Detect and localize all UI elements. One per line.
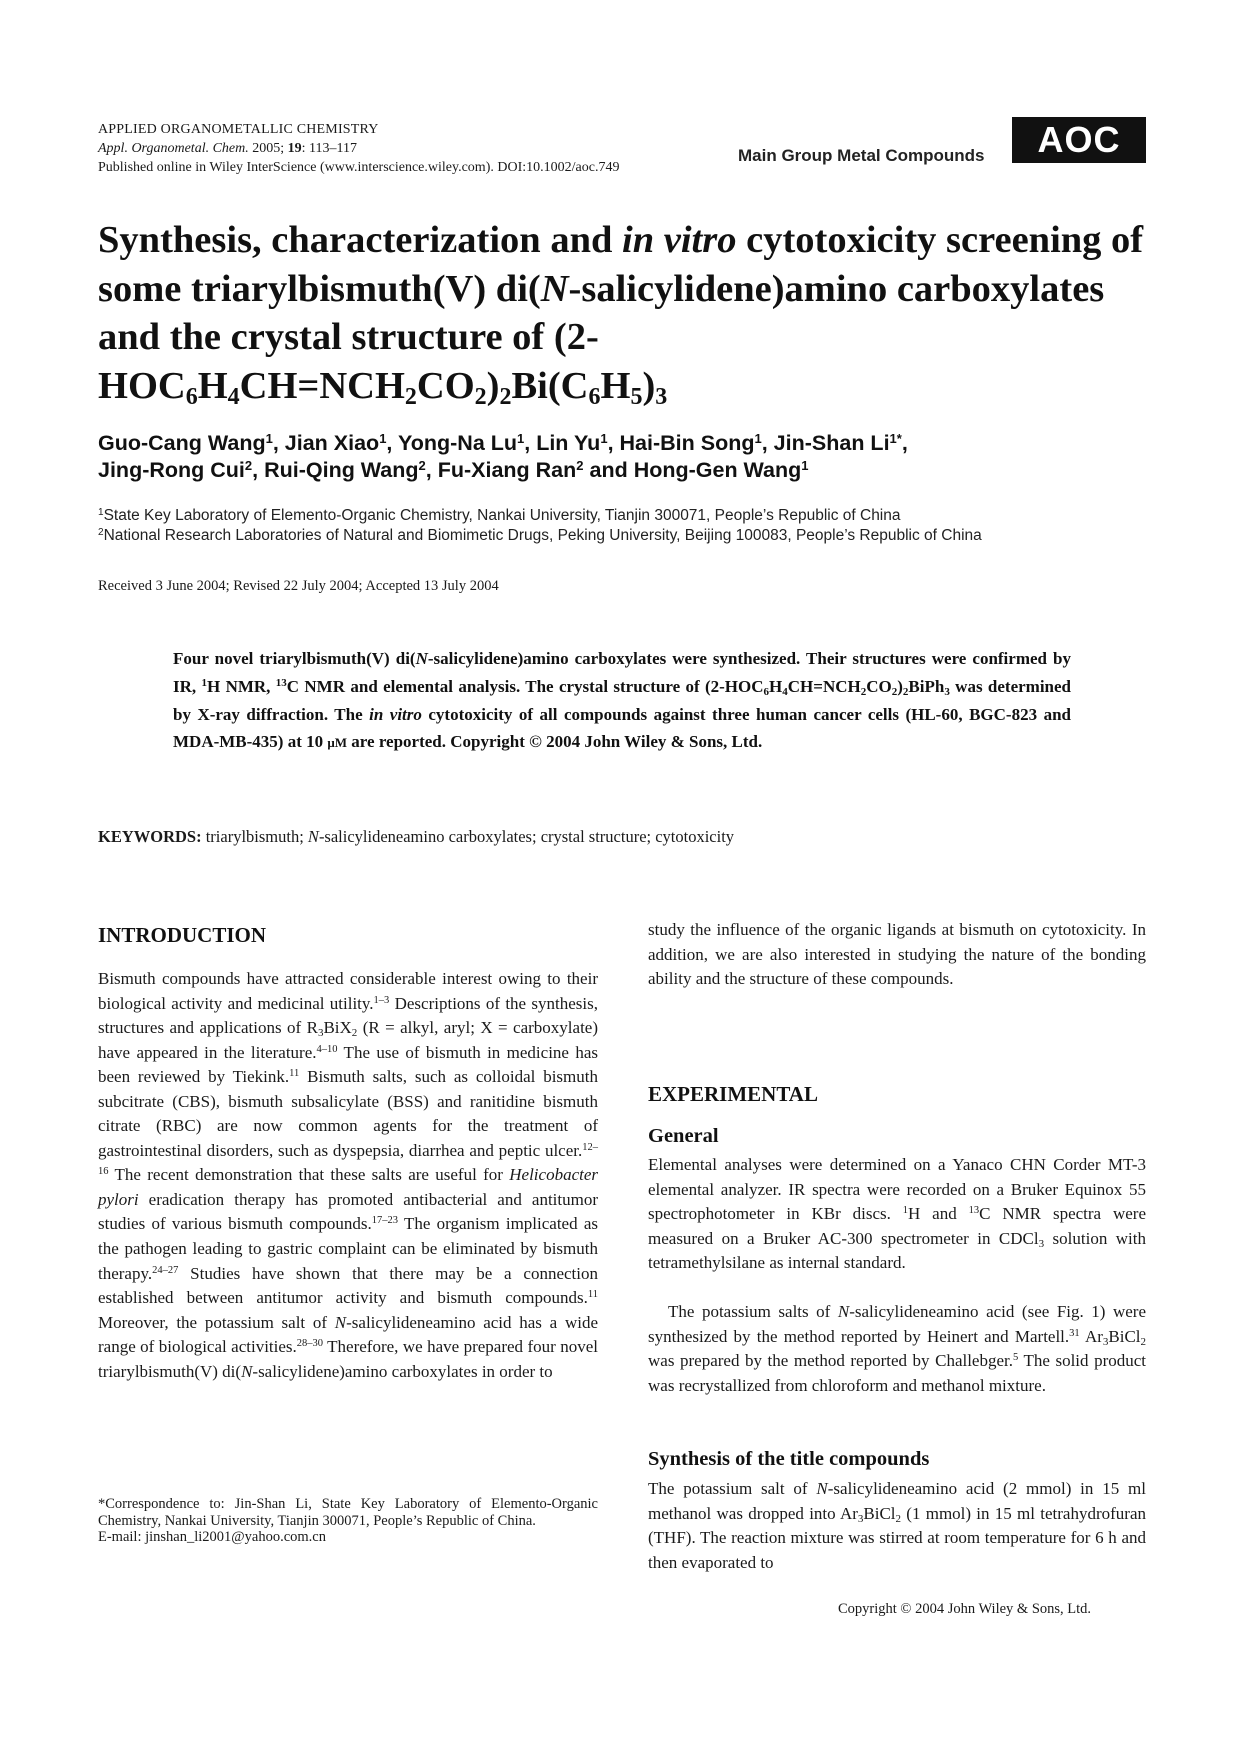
keywords-label: KEYWORDS: xyxy=(98,827,202,846)
published-online: Published online in Wiley InterScience (www.interscience.wiley.com). DOI:10.1002/aoc.749 xyxy=(98,160,620,175)
author: Yong-Na Lu$^1$, xyxy=(397,431,537,455)
citation-journal: Appl. Organometal. Chem. xyxy=(98,141,249,156)
general-body: Elemental analyses were determined on a Yanaco CHN Corder MT-3 elemental analyzer. IR spectra were recorded on a Bruker Equinox 55 spectrophotometer in KBr discs. $^1$H and $^{13}$C NMR spectra were measured on a Bruker AC-300 spectrometer in CDCl$_3$ solution with tetramethylsilane as internal standard. xyxy=(648,1155,1146,1273)
affiliation-1: $^1$State Key Laboratory of Elemento-Organic Chemistry, Nankai University, Tianjin 300071, People’s Republic of China xyxy=(98,507,901,524)
citation-pages: : 113–117 xyxy=(301,141,357,156)
copyright-footer: Copyright © 2004 John Wiley & Sons, Ltd. xyxy=(838,1601,1092,1617)
correspondence-note: *Correspondence to: Jin-Shan Li, State Key Laboratory of Elemento-Organic Chemistry, Nankai University, Tianjin 300071, People’s Republic of China. E-mail: jinshan_li2001@yahoo.com.cn xyxy=(98,1496,598,1545)
author: Fu-Xiang Ran$^2$ and xyxy=(437,458,634,482)
author-list xyxy=(98,430,1158,484)
correspondence-email: E-mail: jinshan_li2001@yahoo.com.cn xyxy=(98,1529,326,1545)
author: Lin Yu$^1$, xyxy=(536,431,620,455)
journal-name: APPLIED ORGANOMETALLIC CHEMISTRY xyxy=(98,122,379,137)
author: Hong-Gen Wang$^1$ xyxy=(633,458,809,482)
author: Hai-Bin Song$^1$, xyxy=(619,431,774,455)
affiliation-2: $^2$National Research Laboratories of Natural and Biomimetic Drugs, Peking University, Beijing 100083, People’s Republic of China xyxy=(98,527,982,544)
synthesis-heading: Synthesis of the title compounds xyxy=(648,1448,930,1470)
experimental-heading: EXPERIMENTAL xyxy=(648,1082,818,1106)
citation-volume: 19 xyxy=(287,141,302,156)
author: Rui-Qing Wang$^2$, xyxy=(264,458,438,482)
journal-logo xyxy=(1012,117,1146,163)
general-heading: General xyxy=(648,1125,719,1147)
author: Guo-Cang Wang$^1$, xyxy=(98,431,285,455)
introduction-continued: study the influence of the organic ligands at bismuth on cytotoxicity. In addition, we are also interested in studying the nature of the bonding ability and the structure of these compounds. xyxy=(648,920,1146,989)
received-dates: Received 3 June 2004; Revised 22 July 2004; Accepted 13 July 2004 xyxy=(98,578,499,594)
introduction-heading: INTRODUCTION xyxy=(98,923,267,947)
keywords: KEYWORDS: triarylbismuth; N-salicylideneamino carboxylates; crystal structure; cytotoxicity xyxy=(98,827,735,846)
general-body-2: The potassium salts of N-salicylideneamino acid (see Fig. 1) were synthesized by the method reported by Heinert and Martell.$^{31}$ $Ar_3BiCl_2$ was prepared by the method reported by Challebger.$^5$ The solid product was recrystallized from chloroform and methanol mixture. xyxy=(648,1302,1147,1395)
author: Jin-Shan $Li^{1*}$, xyxy=(773,431,908,455)
introduction-body: Bismuth compounds have attracted considerable interest owing to their biological activity and medicinal utility.$^{1-3}$ Descriptions of the synthesis, structures and applications of $R_3BiX_2$ (R = alkyl, aryl; X = carboxylate) have appeared in the literature.$^{4-10}$ The use of bismuth in medicine has been reviewed by Tiekink.$^{11}$ Bismuth salts, such as colloidal bismuth subcitrate (CBS), bismuth subsalicylate (BSS) and ranitidine bismuth citrate (RBC) are now common agents for the treatment of gastrointestinal disorders, such as dyspepsia, diarrhea and peptic ulcer.$^{12-16}$ The recent demonstration that these salts are useful for Helicobacter pylori eradication therapy has promoted antibacterial and antitumor studies of various bismuth compounds.$^{17-23}$ The organism implicated as the pathogen leading to gastric complaint can be eliminated by bismuth therapy.$^{24-27}$ Studies have shown that there may be a connection established between antitumor activity and bismuth compounds.$^{11}$ Moreover, the potassium salt of N-salicylideneamino acid has a wide range of biological activities.$^{28-30}$ Therefore, we have prepared four novel triarylbismuth(V) di(N-salicylidene)amino carboxylates in order to xyxy=(98,969,599,1381)
paper-title: Synthesis, characterization and in vitro cytotoxicity screening of some triarylbismuth(V) di(N-salicylidene)amino carboxylates and the crystal structure of $(2-HOC_6H_4CH=NCH_2CO_2)_2Bi(C_6H_5)_3$ xyxy=(98,219,1144,410)
section-tag: Main Group Metal Compounds xyxy=(738,146,985,165)
citation-year: 2005; xyxy=(248,141,288,156)
synthesis-body: The potassium salt of N-salicylideneamino acid (2 mmol) in 15 ml methanol was dropped into $Ar_3BiCl_2$ (1 mmol) in 15 ml tetrahydrofuran (THF). The reaction mixture was stirred at room temperature for 6 h and then evaporated to xyxy=(648,1479,1146,1572)
author: Jian Xiao$^1$, xyxy=(284,431,398,455)
citation xyxy=(98,141,357,157)
logo-text: AOC xyxy=(1037,119,1121,160)
abstract: Four novel triarylbismuth(V) di(N-salicylidene)amino carboxylates were synthesized. Their structures were confirmed by IR, $^1$H NMR, $^{13}$C NMR and elemental analysis. The crystal structure of $(2-HOC_6H_4CH=NCH_2CO_2)_2BiPh_3$ was determined by X-ray diffraction. The in vitro cytotoxicity of all compounds against three human cancer cells (HL-60, BGC-823 and MDA-MB-435) at 10 μM are reported. Copyright © 2004 John Wiley & Sons, Ltd. xyxy=(173,649,1071,752)
author: Jing-Rong Cui$^2$, xyxy=(98,458,265,482)
